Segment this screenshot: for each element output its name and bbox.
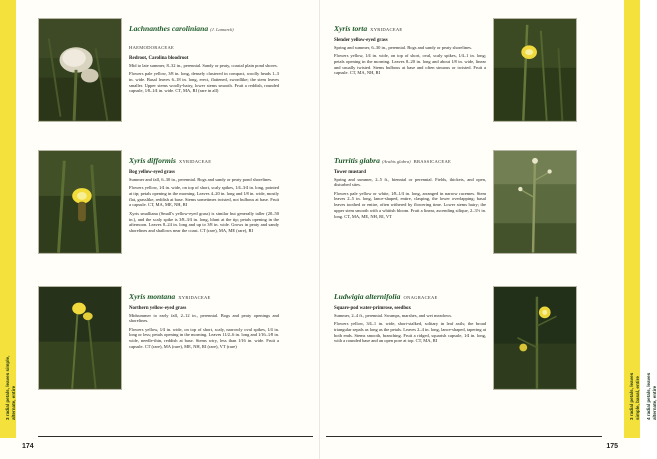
- photo-art: [39, 19, 121, 121]
- bloom-habitat-detail: Spring and summer, 2–5 ft., biennial or perennial. Fields, thickets, and open, disturbed sites.: [334, 176, 486, 188]
- text-lachnanthes-caroliniana: [129, 18, 279, 122]
- bloom-habitat-detail: Summer and fall, 6–30 in., perennial. Bogs and sandy or peaty pond shorelines.: [129, 176, 273, 182]
- left-tab-line-1: 3 radial petals, leaves simple,: [5, 355, 10, 420]
- family-name: XYRIDACEAE: [178, 159, 212, 164]
- species-authority: (Arabis glabra): [381, 159, 411, 164]
- entry-xyris-difformis: [38, 150, 279, 254]
- bloom-habitat-detail: Midsummer to early fall, 2–12 in., perennial. Bogs and peaty openings and shorelines.: [129, 312, 279, 324]
- page-number-left: 174: [22, 443, 34, 450]
- text-turritis-glabra: [334, 150, 486, 254]
- species-heading: [334, 18, 486, 36]
- common-name: Redroot, Carolina bloodroot: [129, 55, 189, 61]
- bloom-habitat-detail: Spring and summer, 6–30 in., perennial. Bogs and sandy or peaty shorelines.: [334, 44, 473, 50]
- common-name: Tower mustard: [334, 169, 366, 175]
- description-text: Flowers pale yellow or white, 1⁄8–1⁄4 in. long, arranged in narrow racemes. Stem leaves 2–5 in. long, lance-shaped, entire, clasping, the lower overlapping; basal leaves toothed or entire, often withered by flowering time. Lower stems hairy; the upper stem smooth with a whitish bloom. Fruit a linear, ascending silique, 2–3½ in. long. CT, MA, ME, NH, RI, VT: [334, 190, 486, 219]
- photo-xyris-torta: [493, 18, 577, 122]
- species-heading: [334, 286, 486, 304]
- right-tab-line-2: simple, basal, entire: [634, 376, 640, 420]
- description-text: Flowers pale yellow, 3⁄8 in. long, densely clustered in compact, woolly heads 1–3 in. wide. Basal leaves 6–18 in. long, erect, flattened, swordlike; the stem leaves smaller. Upper stems woolly-hairy, lower stems smooth. Fruit a reddish, rounded capsule, 1⁄8–1⁄4 in. wide. CT, MA, RI (rare in all): [129, 71, 279, 94]
- species-heading: [334, 150, 486, 168]
- family-name: BRASSICACEAE: [413, 159, 452, 164]
- right-tab-line-4: alternate, entire: [651, 385, 657, 420]
- photo-lachnanthes-caroliniana: [38, 18, 122, 122]
- species-name: Xyris montana: [129, 292, 176, 301]
- entry-lachnanthes-caroliniana: [38, 18, 279, 122]
- common-name: Northern yellow-eyed grass: [129, 305, 187, 311]
- description-text: Flowers yellow, 1⁄4 in. wide, on top of short, scaly, narrowly oval spikes, 1⁄4 in. long or less; petals opening in the morning. Leaves 11⁄2–6 in. long and 1⁄16–1⁄8 in. wide, needle-thin, reddish at base. Stems wiry, less than 1⁄16 in. wide. Fruit a capsule. CT (rare), MA (rare), ME, NH, RI (rare), VT (rare): [129, 326, 279, 349]
- entry-xyris-torta: [334, 18, 577, 122]
- photo-xyris-difformis: [38, 150, 122, 254]
- bloom-habitat-detail: Summer, 2–4 ft., perennial. Swamps, marshes, and wet meadows.: [334, 312, 453, 318]
- species-name: Turritis glabra: [334, 156, 380, 165]
- species-heading: [129, 286, 279, 304]
- photo-art: [494, 151, 576, 253]
- species-authority: (J. Lamarck): [210, 27, 234, 32]
- description-text: Flowers yellow, 1⁄4 in. wide, on top of short, oval, scaly spikes, 1⁄4–1 in. long; petals opening in the morning. Leaves 8–20 in. long and about 1⁄8 in. wide, linear and usually twisted. Stems bulbous at base and often sinuous or twisted. Fruit a capsule. CT, MA, NH, RI: [334, 53, 486, 76]
- description-text: Flowers yellow, 3⁄4–1 in. wide, short-stalked, solitary in leaf axils; the broad triangular sepals as long as the petals. Leaves 2–4 in. long, lance-shaped, tapering at both ends. Stems smooth, branching. Fruit a ridged, squarish capsule, 1⁄4 in. long, with a rounded base and an open pore at top. CT, MA, RI: [334, 321, 486, 344]
- bloom-habitat-detail: Mid to late summer, 8–32 in., perennial. Sandy or peaty, coastal plain pond shores.: [129, 62, 278, 68]
- right-thumb-tab: [624, 0, 657, 438]
- family-name: ONAGRACEAE: [403, 295, 438, 300]
- page-number-right: 175: [606, 443, 618, 450]
- text-xyris-montana: [129, 286, 279, 390]
- species-name: Xyris torta: [334, 24, 368, 33]
- photo-ludwigia-alternifolia: [493, 286, 577, 390]
- footer-rule: [326, 436, 602, 437]
- family-name: HAEMODORACEAE: [129, 45, 175, 50]
- common-name: Square-pod water-primrose, seedbox: [334, 305, 411, 311]
- text-ludwigia-alternifolia: [334, 286, 486, 390]
- species-heading: [129, 150, 279, 168]
- photo-art: [494, 19, 576, 121]
- species-name: Lachnanthes caroliniana: [129, 24, 209, 33]
- left-thumb-tab: [0, 0, 16, 438]
- family-name: XYRIDACEAE: [178, 295, 211, 300]
- common-name: Bog yellow-eyed grass: [129, 169, 175, 175]
- text-xyris-torta: [334, 18, 486, 122]
- family-name-row: [129, 36, 279, 54]
- footer-rule: [38, 436, 313, 437]
- photo-turritis-glabra: [493, 150, 577, 254]
- right-page: [320, 0, 657, 459]
- entry-ludwigia-alternifolia: [334, 286, 577, 390]
- entry-xyris-montana: [38, 286, 279, 390]
- similar-species-note: Xyris smalliana (Small's yellow-eyed grass) is similar but generally taller (20–50 in.), and the scaly spike is 3⁄8–3⁄4 in. long, blunt at the tip; petals opening in the afternoon. Leaves 8–24 in. long and up to 3⁄8 in. wide. Grows in peaty and sandy shorelines and shallows near the coast. CT (rare), MA, ME (rare), RI: [129, 210, 279, 234]
- species-name: Ludwigia alternifolia: [334, 292, 401, 301]
- photo-art: [39, 287, 121, 389]
- photo-art: [39, 151, 121, 253]
- photo-xyris-montana: [38, 286, 122, 390]
- left-page: [0, 0, 320, 459]
- species-heading: [129, 18, 279, 36]
- species-name: Xyris difformis: [129, 156, 176, 165]
- common-name: Slender yellow-eyed grass: [334, 37, 388, 43]
- description-text: Flowers yellow, 1⁄4 in. wide, on top of short, scaly spikes, 1⁄4–3⁄4 in. long, pointed at tip; petals opening in the morning. Leaves 4–20 in. long and 1⁄8 in. wide, mostly flat, grasslike, reddish at base. Stems sometimes twisted, not bulbous at base. Fruit a capsule. CT, MA, ME, NH, RI: [129, 185, 279, 208]
- family-name: XYRIDACEAE: [370, 27, 403, 32]
- right-tab-line-1: 3 radial petals, leaves: [629, 372, 634, 420]
- left-tab-line-2: alternate, entire: [10, 385, 16, 420]
- right-tab-line-3: 4 radial petals, leaves: [646, 372, 652, 420]
- left-page-content: [16, 0, 319, 459]
- text-xyris-difformis: [129, 150, 279, 254]
- photo-art: [494, 287, 576, 389]
- right-page-content: [320, 0, 624, 459]
- entry-turritis-glabra: [334, 150, 577, 254]
